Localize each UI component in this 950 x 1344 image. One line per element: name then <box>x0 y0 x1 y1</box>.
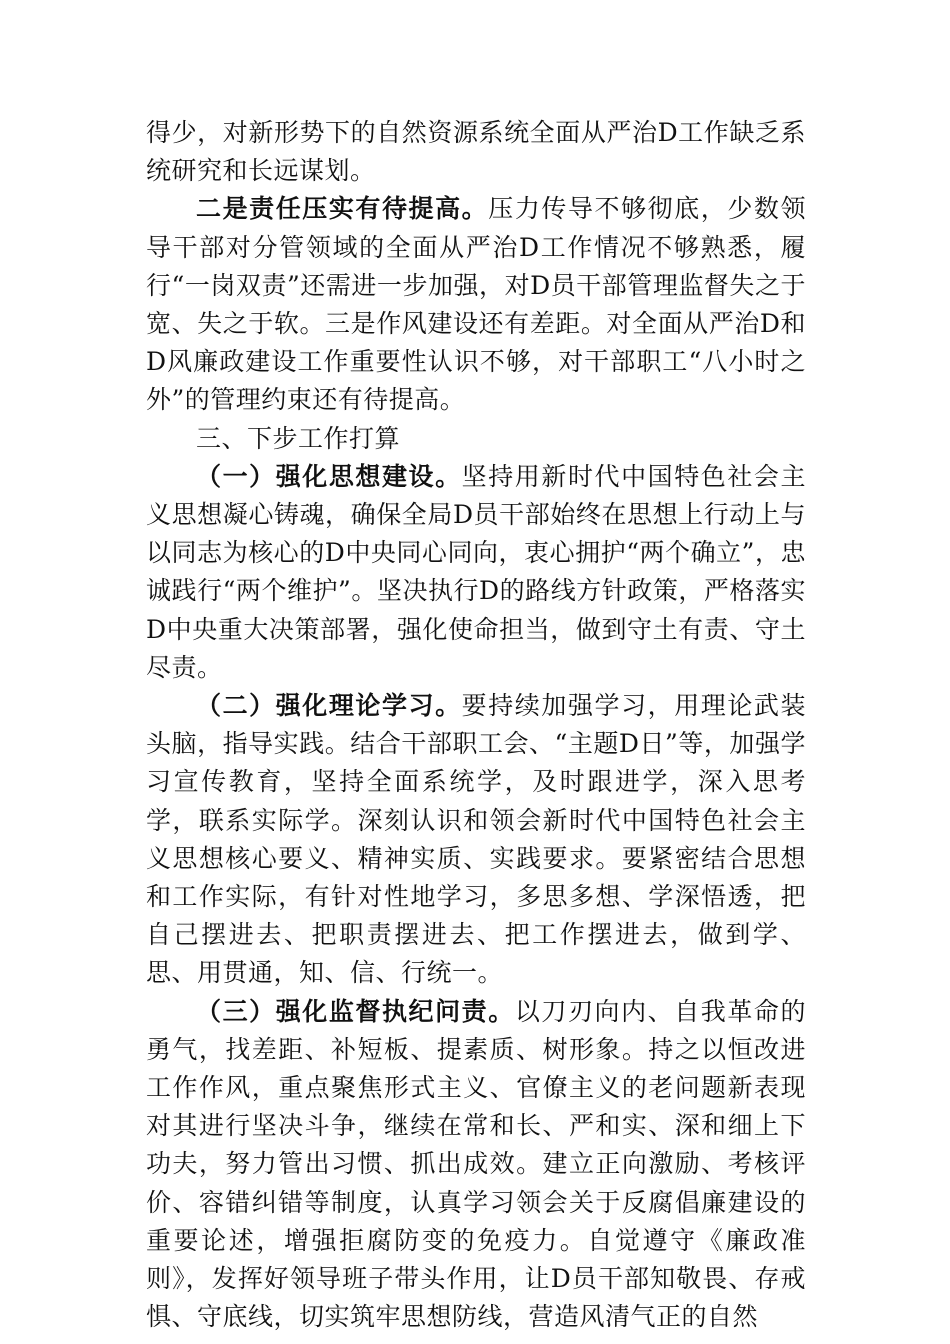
paragraph-lead: 二是责任压实有待提高。 <box>196 194 489 224</box>
paragraph-continued: 得少，对新形势下的自然资源系统全面从严治D工作缺乏系统研究和长远谋划。 <box>146 118 806 186</box>
item-supervision <box>146 993 806 1337</box>
item-lead: （三）强化监督执纪问责。 <box>196 996 515 1026</box>
paragraph-responsibility <box>146 190 806 419</box>
item-lead: （二）强化理论学习。 <box>196 691 462 721</box>
item-body: 坚持用新时代中国特色社会主义思想凝心铸魂，确保全局D员干部始终在思想上行动上与以同志为核心的D中央同心同向，衷心拥护“两个确立”，忠诚践行“两个维护”。坚决执行D的路线方针政策，严格落实D中央重大决策部署，强化使命担当，做到守土有责、守土尽责。 <box>146 461 806 682</box>
document-body <box>146 114 806 1337</box>
paragraph-body: 压力传导不够彻底，少数领导干部对分管领域的全面从严治D工作情况不够熟悉，履行“一岗双责”还需进一步加强，对D员干部管理监督失之于宽、失之于软。三是作风建设还有差距。对全面从严治D和D风廉政建设工作重要性认识不够，对干部职工“八小时之外”的管理约束还有待提高。 <box>146 194 806 415</box>
item-lead: （一）强化思想建设。 <box>196 461 462 491</box>
section-heading: 三、下步工作打算 <box>196 423 401 453</box>
item-body: 要持续加强学习，用理论武装头脑，指导实践。结合干部职工会、“主题D日”等，加强学习宣传教育，坚持全面系统学，及时跟进学，深入思考学，联系实际学。深刻认识和领会新时代中国特色社会主义思想核心要义、精神实质、实践要求。要紧密结合思想和工作实际，有针对性地学习，多思多想、学深悟透，把自己摆进去、把职责摆进去、把工作摆进去，做到学、思、用贯通，知、信、行统一。 <box>146 691 806 988</box>
item-ideology <box>146 458 806 687</box>
item-theory-study <box>146 687 806 993</box>
item-body: 以刀刃向内、自我革命的勇气，找差距、补短板、提素质、树形象。持之以恒改进工作作风，重点聚焦形式主义、官僚主义的老问题新表现对其进行坚决斗争，继续在常和长、严和实、深和细上下功夫，努力管出习惯、抓出成效。建立正向激励、考核评价、容错纠错等制度，认真学习领会关于反腐倡廉建设的重要论述，增强拒腐防变的免疫力。自觉遵守《廉政准则》，发挥好领导班子带头作用，让D员干部知敬畏、存戒惧、守底线，切实筑牢思想防线，营造风清气正的自然 <box>146 996 806 1332</box>
